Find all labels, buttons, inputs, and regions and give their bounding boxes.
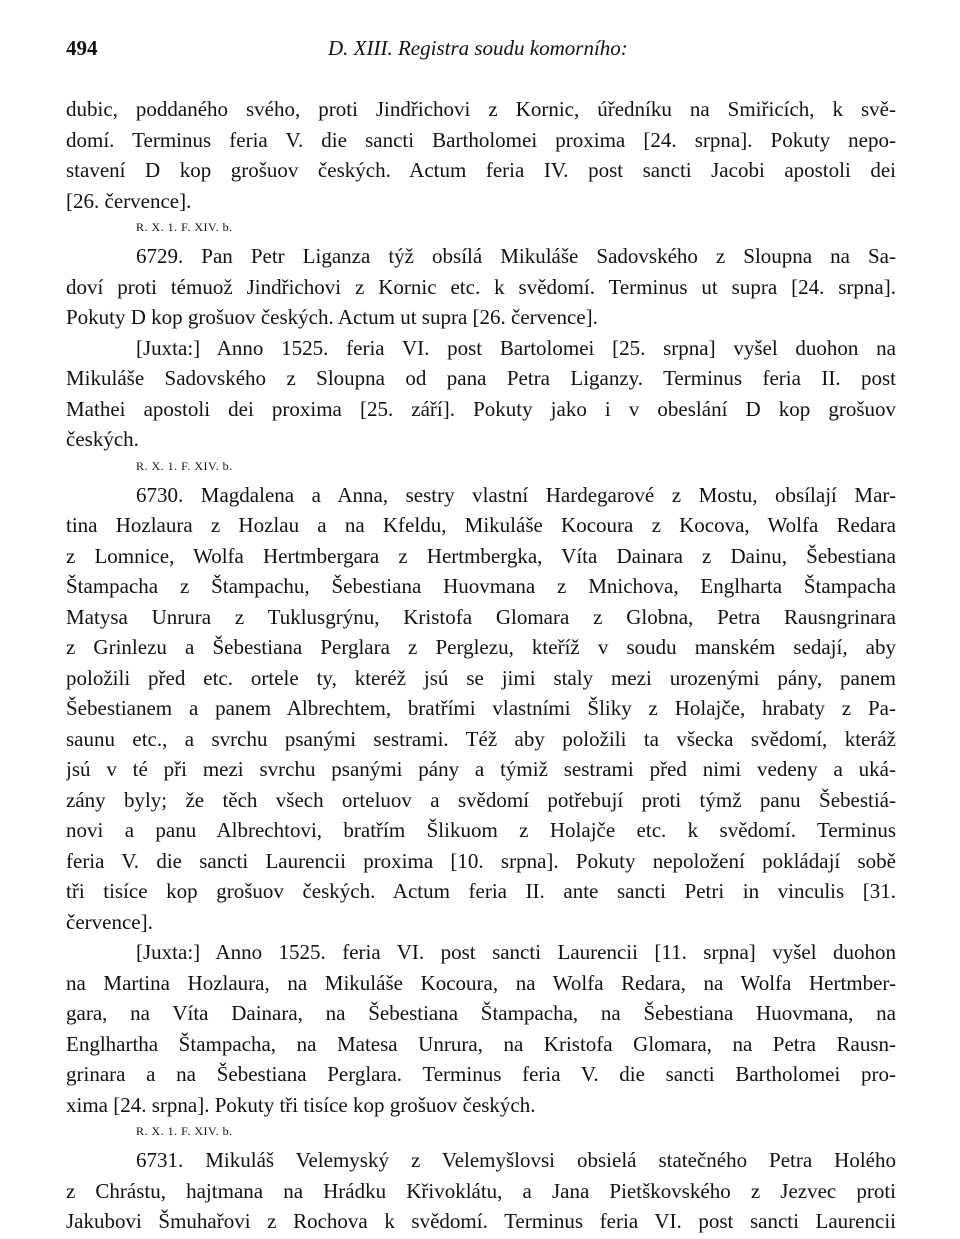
text-line: z Grinlezu a Šebestiana Perglara z Perglezu, kteříž v soudu manském sedají, aby bbox=[66, 635, 896, 659]
text-line: Pokuty D kop grošuov českých. Actum ut supra [26. července]. bbox=[66, 305, 598, 329]
text-line: novi a panu Albrechtovi, bratřím Šlikuom z Holajče etc. k svědomí. Terminus bbox=[66, 818, 896, 842]
source-citation: R. X. 1. F. XIV. b. bbox=[136, 220, 233, 234]
text-line: z Chrástu, hajtmana na Hrádku Křivoklátu, a Jana Pietškovského z Jezvec proti bbox=[66, 1178, 896, 1203]
text-line: saunu etc., a svrchu psanými sestrami. Též aby položili ta všecka svědomí, kteráž bbox=[66, 726, 896, 751]
running-head bbox=[66, 36, 896, 76]
text-line: tři tisíce kop grošuov českých. Actum feria II. ante sancti Petri in vinculis [31. bbox=[66, 879, 896, 903]
text-line: Mikuláše Sadovského z Sloupna od pana Petra Liganzy. Terminus feria II. post bbox=[66, 366, 896, 390]
page-number: 494 bbox=[66, 36, 98, 60]
text-line: dubic, poddaného svého, proti Jindřichovi z Kornic, úředníku na Smiřicích, k svě- bbox=[66, 97, 896, 121]
text-line: feria V. die sancti Laurencii proxima [10. srpna]. Pokuty nepoložení pokládají sobě bbox=[66, 848, 896, 873]
text-line: tina Hozlaura z Hozlau a na Kfeldu, Mikuláše Kocoura z Kocova, Wolfa Redara bbox=[66, 513, 896, 537]
text-line: gara, na Víta Dainara, na Šebestiana Štampacha, na Šebestiana Huovmana, na bbox=[66, 1001, 896, 1025]
running-title: D. XIII. Registra soudu komorního: bbox=[328, 36, 628, 60]
document-body bbox=[66, 94, 896, 1237]
text-line: doví proti témuož Jindřichovi z Kornic etc. k svědomí. Terminus ut supra [24. srpna]. bbox=[66, 274, 896, 299]
text-line: Englhartha Štampacha, na Matesa Unrura, na Kristofa Glomara, na Petra Rausn- bbox=[66, 1031, 896, 1056]
paragraph-first-line: [Juxta:] Anno 1525. feria VI. post Bartolomei [25. srpna] vyšel duohon na bbox=[136, 335, 896, 360]
text-line: grinara a na Šebestiana Perglara. Terminus feria V. die sancti Bartholomei pro- bbox=[66, 1062, 896, 1086]
paragraph-first-line: 6731. Mikuláš Velemyský z Velemyšlovsi obsielá statečného Petra Holého bbox=[136, 1148, 896, 1172]
source-citation: R. X. 1. F. XIV. b. bbox=[136, 458, 233, 473]
text-line: položili před etc. ortele ty, kteréž jsú se jimi staly mezi urozenými pány, panem bbox=[66, 665, 896, 690]
text-line: Šebestianem a panem Albrechtem, bratřími vlastními Šliky z Holajče, hrabaty z Pa- bbox=[66, 696, 896, 720]
text-line: domí. Terminus feria V. die sancti Bartholomei proxima [24. srpna]. Pokuty nepo- bbox=[66, 127, 896, 152]
text-line: Štampacha z Štampachu, Šebestiana Huovmana z Mnichova, Englharta Štampacha bbox=[66, 574, 896, 598]
text-line: Matysa Unrura z Tuklusgrýnu, Kristofa Glomara z Globna, Petra Rausngrinara bbox=[66, 604, 896, 629]
text-line: jsú v té při mezi svrchu psanými pány a týmiž sestrami před nimi vedeny a uká- bbox=[66, 757, 896, 781]
paragraph-first-line: 6730. Magdalena a Anna, sestry vlastní Hardegarové z Mostu, obsílají Mar- bbox=[136, 482, 896, 507]
source-citation: R. X. 1. F. XIV. b. bbox=[136, 1124, 233, 1138]
paragraph-first-line: 6729. Pan Petr Liganza týž obsílá Mikuláše Sadovského z Sloupna na Sa- bbox=[136, 244, 896, 268]
text-line: zány byly; že těch všech orteluov a svědomí potřebují proti týmž panu Šebestiá- bbox=[66, 787, 896, 812]
text-line: července]. bbox=[66, 909, 153, 934]
text-line: stavení D kop grošuov českých. Actum feria IV. post sancti Jacobi apostoli dei bbox=[66, 158, 896, 182]
document-page bbox=[66, 36, 896, 1237]
text-line: [26. července]. bbox=[66, 188, 192, 213]
text-line: Jakubovi Šmuhařovi z Rochova k svědomí. Terminus feria VI. post sancti Laurencii bbox=[66, 1209, 896, 1233]
text-line: xima [24. srpna]. Pokuty tři tisíce kop grošuov českých. bbox=[66, 1092, 536, 1117]
text-line: na Martina Hozlaura, na Mikuláše Kocoura, na Wolfa Redara, na Wolfa Hertmber- bbox=[66, 970, 896, 995]
text-line: českých. bbox=[66, 427, 139, 451]
paragraph-first-line: [Juxta:] Anno 1525. feria VI. post sancti Laurencii [11. srpna] vyšel duohon bbox=[136, 940, 896, 964]
text-line: z Lomnice, Wolfa Hertmbergara z Hertmbergka, Víta Dainara z Dainu, Šebestiana bbox=[66, 543, 896, 568]
text-line: Mathei apostoli dei proxima [25. září]. Pokuty jako i v obeslání D kop grošuov bbox=[66, 396, 896, 421]
